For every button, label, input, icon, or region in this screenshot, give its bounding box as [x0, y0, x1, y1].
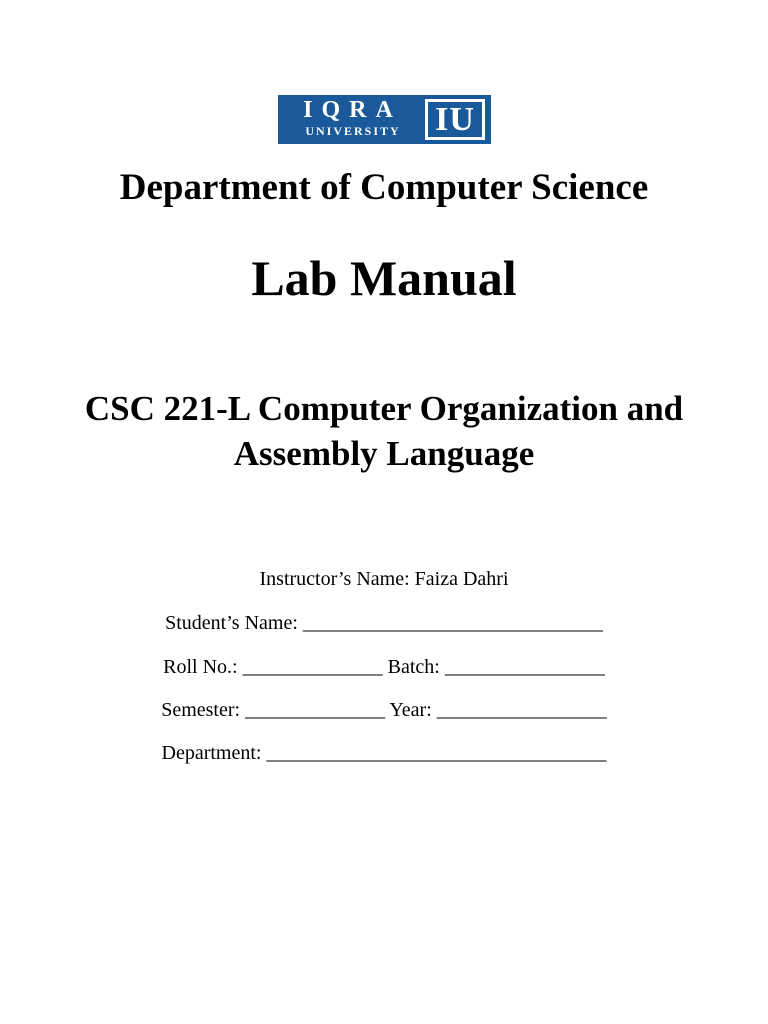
logo-subtitle: UNIVERSITY: [305, 124, 401, 138]
logo-wordmark: IQRA: [303, 97, 402, 123]
course-title: CSC 221-L Computer Organization and Assembly Language: [84, 389, 684, 473]
document-title: Lab Manual: [251, 250, 517, 306]
logo-monogram-text: IU: [428, 102, 482, 137]
department-heading: Department of Computer Science: [119, 167, 649, 208]
department-line: Department: __________________________________: [161, 742, 607, 764]
semester-year-line: Semester: ______________ Year: _________________: [161, 699, 607, 721]
iqra-university-logo: [278, 95, 491, 144]
student-name-line: Student’s Name: ______________________________: [165, 612, 603, 634]
instructor-name-line: Instructor’s Name: Faiza Dahri: [259, 568, 509, 590]
logo-monogram: [425, 99, 485, 140]
roll-batch-line: Roll No.: ______________ Batch: ________________: [163, 656, 605, 678]
